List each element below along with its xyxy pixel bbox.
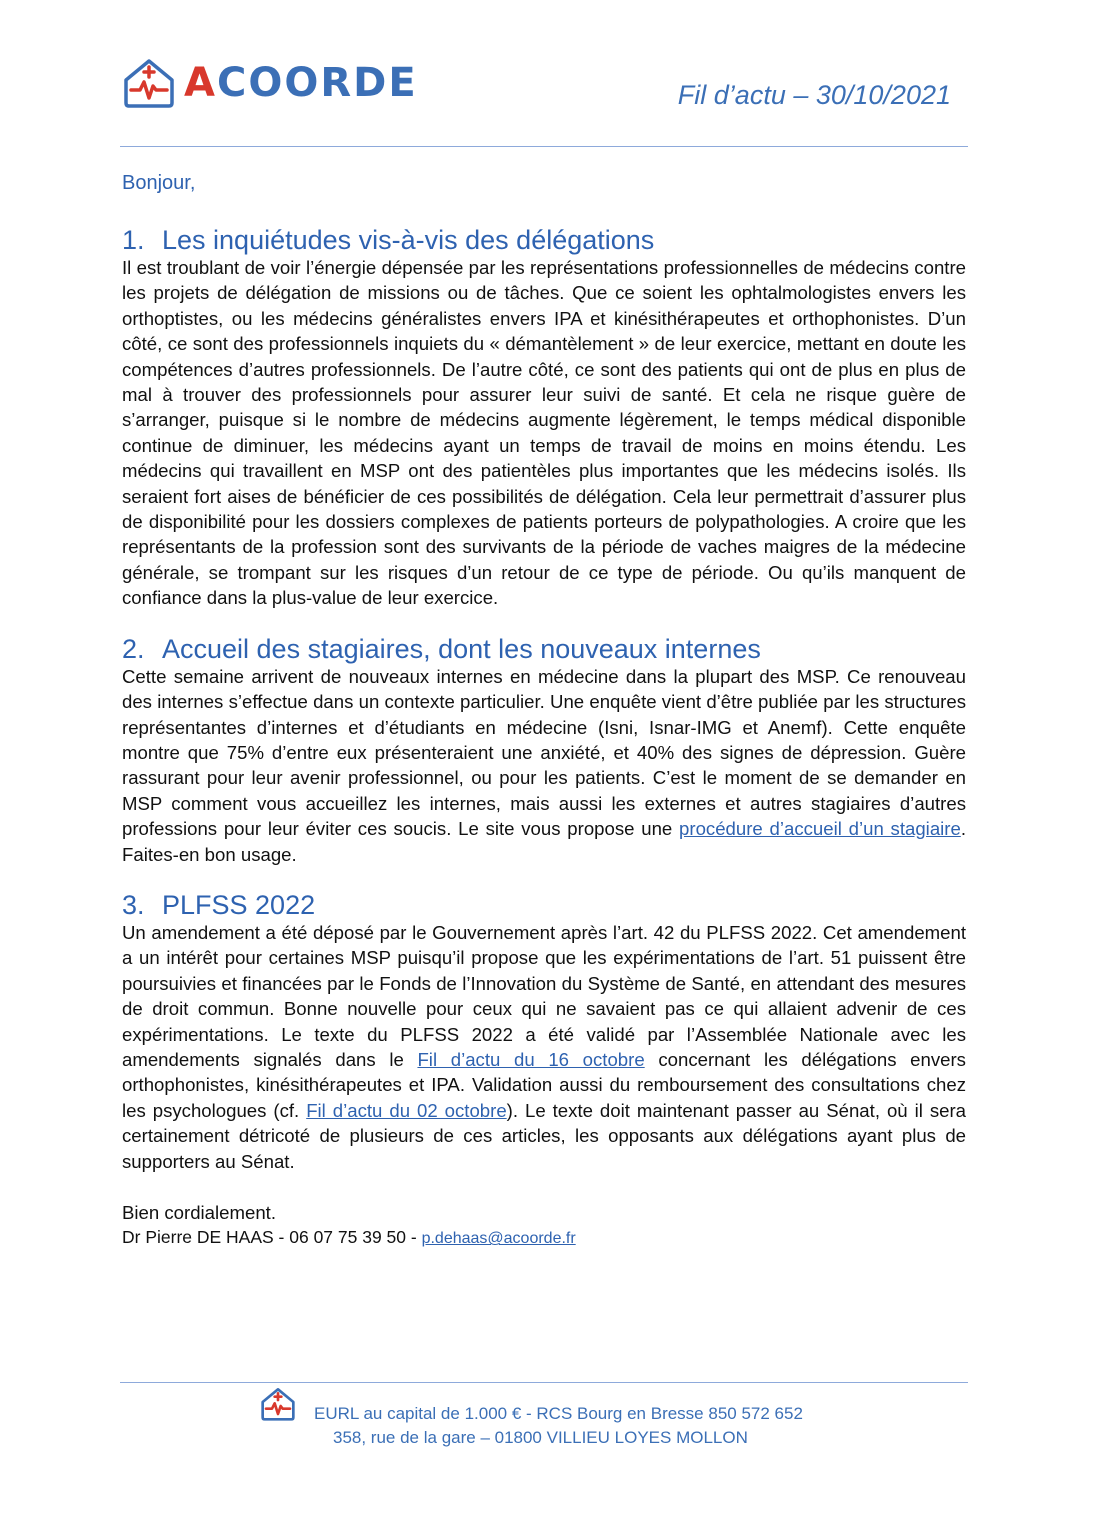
section-2-text-end: . Faites-en bon usage. xyxy=(122,818,966,865)
header-date: Fil d’actu – 30/10/2021 xyxy=(677,80,951,110)
email-link[interactable]: p.dehaas@acoorde.fr xyxy=(421,1230,576,1248)
section-3-text-b: concernant les délégations envers orthophonistes, kinésithérapeutes et IPA. Validation aussi du remboursement des consultations chez les psychologues (cf. xyxy=(122,1048,966,1121)
house-heartbeat-icon xyxy=(258,1386,298,1422)
footer-address-line: 358, rue de la gare – 01800 VILLIEU LOYES MOLLON xyxy=(333,1428,748,1447)
section-2-number: 2. xyxy=(122,633,145,664)
signature xyxy=(122,1225,966,1251)
section-2-heading xyxy=(122,634,966,664)
closing: Bien cordialement. xyxy=(122,1202,276,1223)
logo-wordmark xyxy=(184,60,418,106)
logo-first-letter: A xyxy=(184,60,217,106)
section-1-number: 1. xyxy=(122,225,145,255)
logo-rest-letters: COORDE xyxy=(216,60,418,106)
fil-actu-16-octobre-link[interactable]: Fil d’actu du 16 octobre xyxy=(417,1048,645,1070)
stagiaire-procedure-link[interactable]: procédure d’accueil d’un stagiaire xyxy=(679,818,961,840)
section-3-body xyxy=(122,920,966,1174)
section-1-heading xyxy=(122,225,966,255)
acoorde-logo xyxy=(120,56,418,110)
section-3-title: PLFSS 2022 xyxy=(162,889,316,920)
section-3-text-a: Un amendement a été déposé par le Gouvernement après l’art. 42 du PLFSS 2022. Cet amendement a un intérêt pour certaines MSP puisqu’il propose que les expérimentations de l’art. 51 puissent être poursuivies et financées par le Fonds de l’Innovation du Système de Santé, en attendant des mesures de droit commun. Bonne nouvelle pour ceux qui ne savaient pas ce qui allaient advenir de ces expérimentations. Le texte du PLFSS 2022 a été validé par l’Assemblée Nationale avec les amendements signalés dans le xyxy=(122,921,966,1070)
section-3-text-c: ). Le texte doit maintenant passer au Sénat, où il sera certainement détricoté de plusieurs de ces articles, les opposants aux délégations ayant plus de supporters au Sénat. xyxy=(122,1099,966,1172)
footer-company-line: EURL au capital de 1.000 € - RCS Bourg en Bresse 850 572 652 xyxy=(314,1404,803,1423)
section-1-title: Les inquiétudes vis-à-vis des délégations xyxy=(162,225,655,255)
section-2-text: Cette semaine arrivent de nouveaux internes en médecine dans la plupart des MSP. Ce renouveau des internes s’effectue dans un contexte particulier. Une enquête vient d’être publiée par les structures représentantes d’internes et d’étudiants en médecine (Isni, Isnar-IMG et Anemf). Cette enquête montre que 75% d’entre eux présenteraient une anxiété, et 40% des signes de dépression. Guère rassurant pour leur avenir professionnel, ou pour les patients. C’est le moment de se demander en MSP comment vous accueillez les internes, mais aussi les externes et autres stagiaires d’autres professions pour leur éviter ces soucis. Le site vous propose une xyxy=(122,665,966,840)
newsletter-content xyxy=(122,172,966,1251)
greeting: Bonjour, xyxy=(122,172,196,194)
signature-text: Dr Pierre DE HAAS - 06 07 75 39 50 - xyxy=(122,1227,422,1248)
fil-actu-02-octobre-link[interactable]: Fil d’actu du 02 octobre xyxy=(306,1099,507,1121)
section-2-body xyxy=(122,664,966,867)
footer-divider xyxy=(120,1382,968,1383)
section-2-title: Accueil des stagiaires, dont les nouveaux internes xyxy=(162,633,761,664)
section-1-body: Il est troublant de voir l’énergie dépensée par les représentations professionnelles de médecins contre les projets de délégation de missions ou de tâches. Que ce soient les ophtalmologistes envers les orthoptistes, ou les médecins généralistes envers IPA et kinésithérapeutes et orthophonistes. D’un côté, ce sont des professionnels inquiets du « démantèlement » de leur exercice, mettant en doute les compétences d’autres professionnels. De l’autre côté, ce sont des patients qui ont de plus en plus de mal à trouver des professionnels pour assurer leur suivi de santé. Et cela ne risque guère de s’arranger, puisque si le nombre de médecins augmente légèrement, le temps médical disponible continue de diminuer, les médecins ayant un temps de travail de moins en moins étendu. Les médecins qui travaillent en MSP ont des patientèles plus importantes que les médecins isolés. Ils seraient fort aises de bénéficier de ces possibilités de délégation. Cela leur permettrait d’assurer plus de disponibilité pour les dossiers complexes de patients porteurs de polypathologies. A croire que les représentants de la profession sont des survivants de la période de vaches maigres de la médecine générale, se trompant sur les risques d’un retour de ce type de période. Ou qu’ils manquent de confiance dans la plus-value de leur exercice. xyxy=(122,257,966,609)
house-heartbeat-icon xyxy=(120,56,178,110)
section-3-number: 3. xyxy=(122,889,145,920)
header-divider xyxy=(120,146,968,147)
section-3-heading xyxy=(122,890,966,920)
